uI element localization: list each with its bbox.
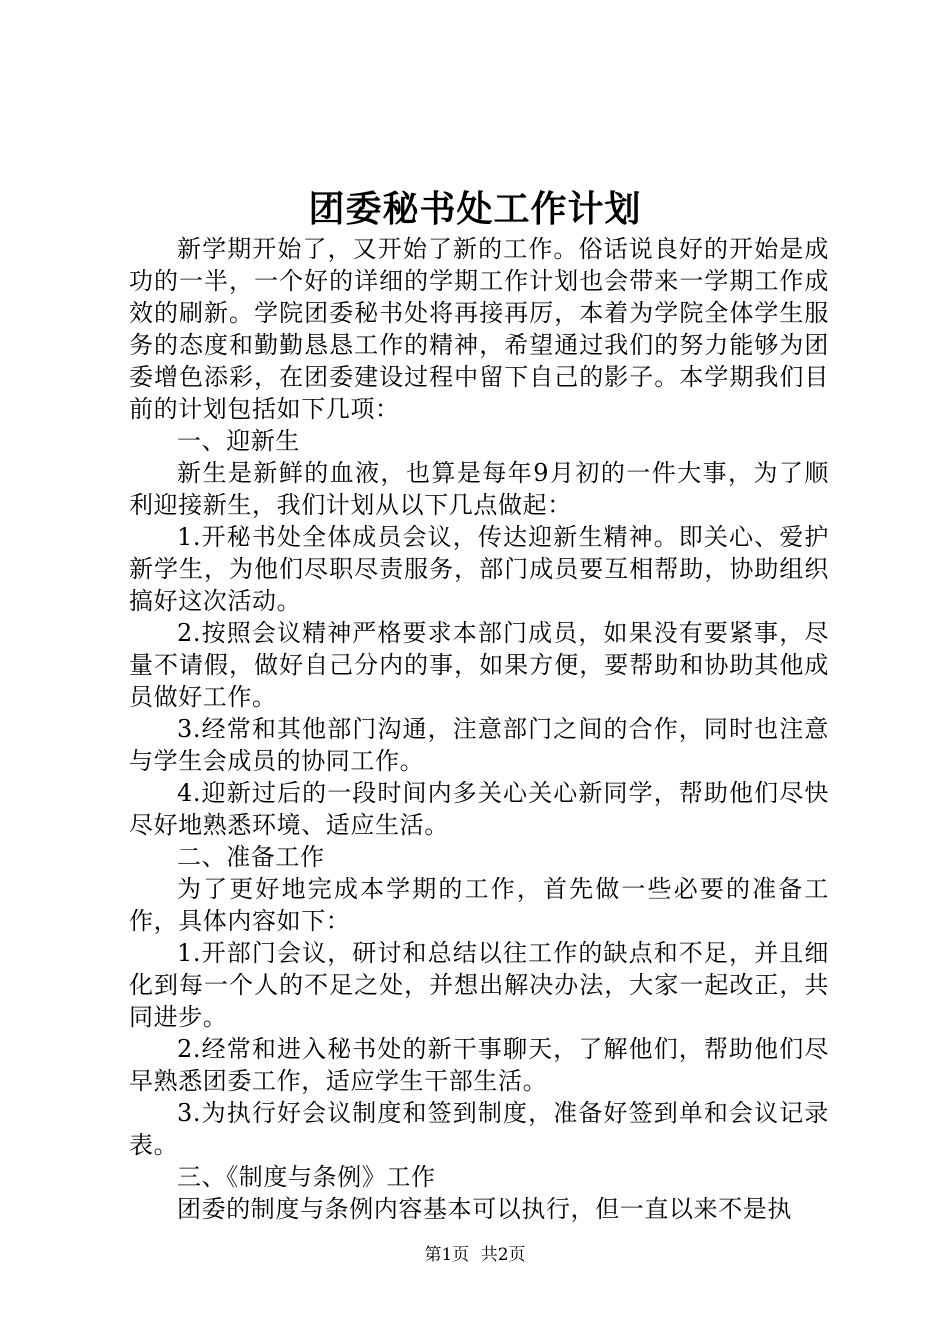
section-heading: 三、《制度与条例》工作 xyxy=(177,1163,436,1191)
page-total: 共2页 xyxy=(480,1245,526,1265)
document-body xyxy=(129,233,829,1225)
list-item: 2.按照会议精神严格要求本部门成员，如果没有要紧事，尽量不请假，做好自己分内的事，如果方便，要帮助和协助其他成员做好工作。 xyxy=(129,619,829,711)
list-item: 1.开秘书处全体成员会议，传达迎新生精神。即关心、爱护新学生，为他们尽职尽责服务，部门成员要互相帮助，协助组织搞好这次活动。 xyxy=(129,523,829,615)
paragraph: 团委的制度与条例内容基本可以执行，但一直以来不是执 xyxy=(177,1195,792,1223)
list-item: 3.经常和其他部门沟通，注意部门之间的合作，同时也注意与学生会成员的协同工作。 xyxy=(129,715,829,775)
list-item: 2.经常和进入秘书处的新干事聊天，了解他们，帮助他们尽早熟悉团委工作，适应学生干部生活。 xyxy=(129,1035,829,1095)
list-item: 1.开部门会议，研讨和总结以往工作的缺点和不足，并且细化到每一个人的不足之处，并想出解决办法，大家一起改正，共同进步。 xyxy=(129,939,829,1031)
list-item: 3.为执行好会议制度和签到制度，准备好签到单和会议记录表。 xyxy=(129,1099,829,1159)
paragraph: 新学期开始了，又开始了新的工作。俗话说良好的开始是成功的一半，一个好的详细的学期工作计划也会带来一学期工作成效的刷新。学院团委秘书处将再接再厉，本着为学院全体学生服务的态度和勤勤恳恳工作的精神，希望通过我们的努力能够为团委增色添彩，在团委建设过程中留下自己的影子。本学期我们目前的计划包括如下几项： xyxy=(129,235,829,423)
list-item: 4.迎新过后的一段时间内多关心关心新同学，帮助他们尽快尽好地熟悉环境、适应生活。 xyxy=(129,779,829,839)
page-number: 第1页 xyxy=(424,1245,470,1265)
page-footer xyxy=(0,1243,950,1267)
paragraph: 新生是新鲜的血液，也算是每年9月初的一件大事，为了顺利迎接新生，我们计划从以下几点做起： xyxy=(129,459,829,519)
section-heading: 一、迎新生 xyxy=(177,427,300,455)
paragraph: 为了更好地完成本学期的工作，首先做一些必要的准备工作，具体内容如下： xyxy=(129,875,829,935)
document-title: 团委秘书处工作计划 xyxy=(308,188,642,230)
section-heading: 二、准备工作 xyxy=(177,843,325,871)
